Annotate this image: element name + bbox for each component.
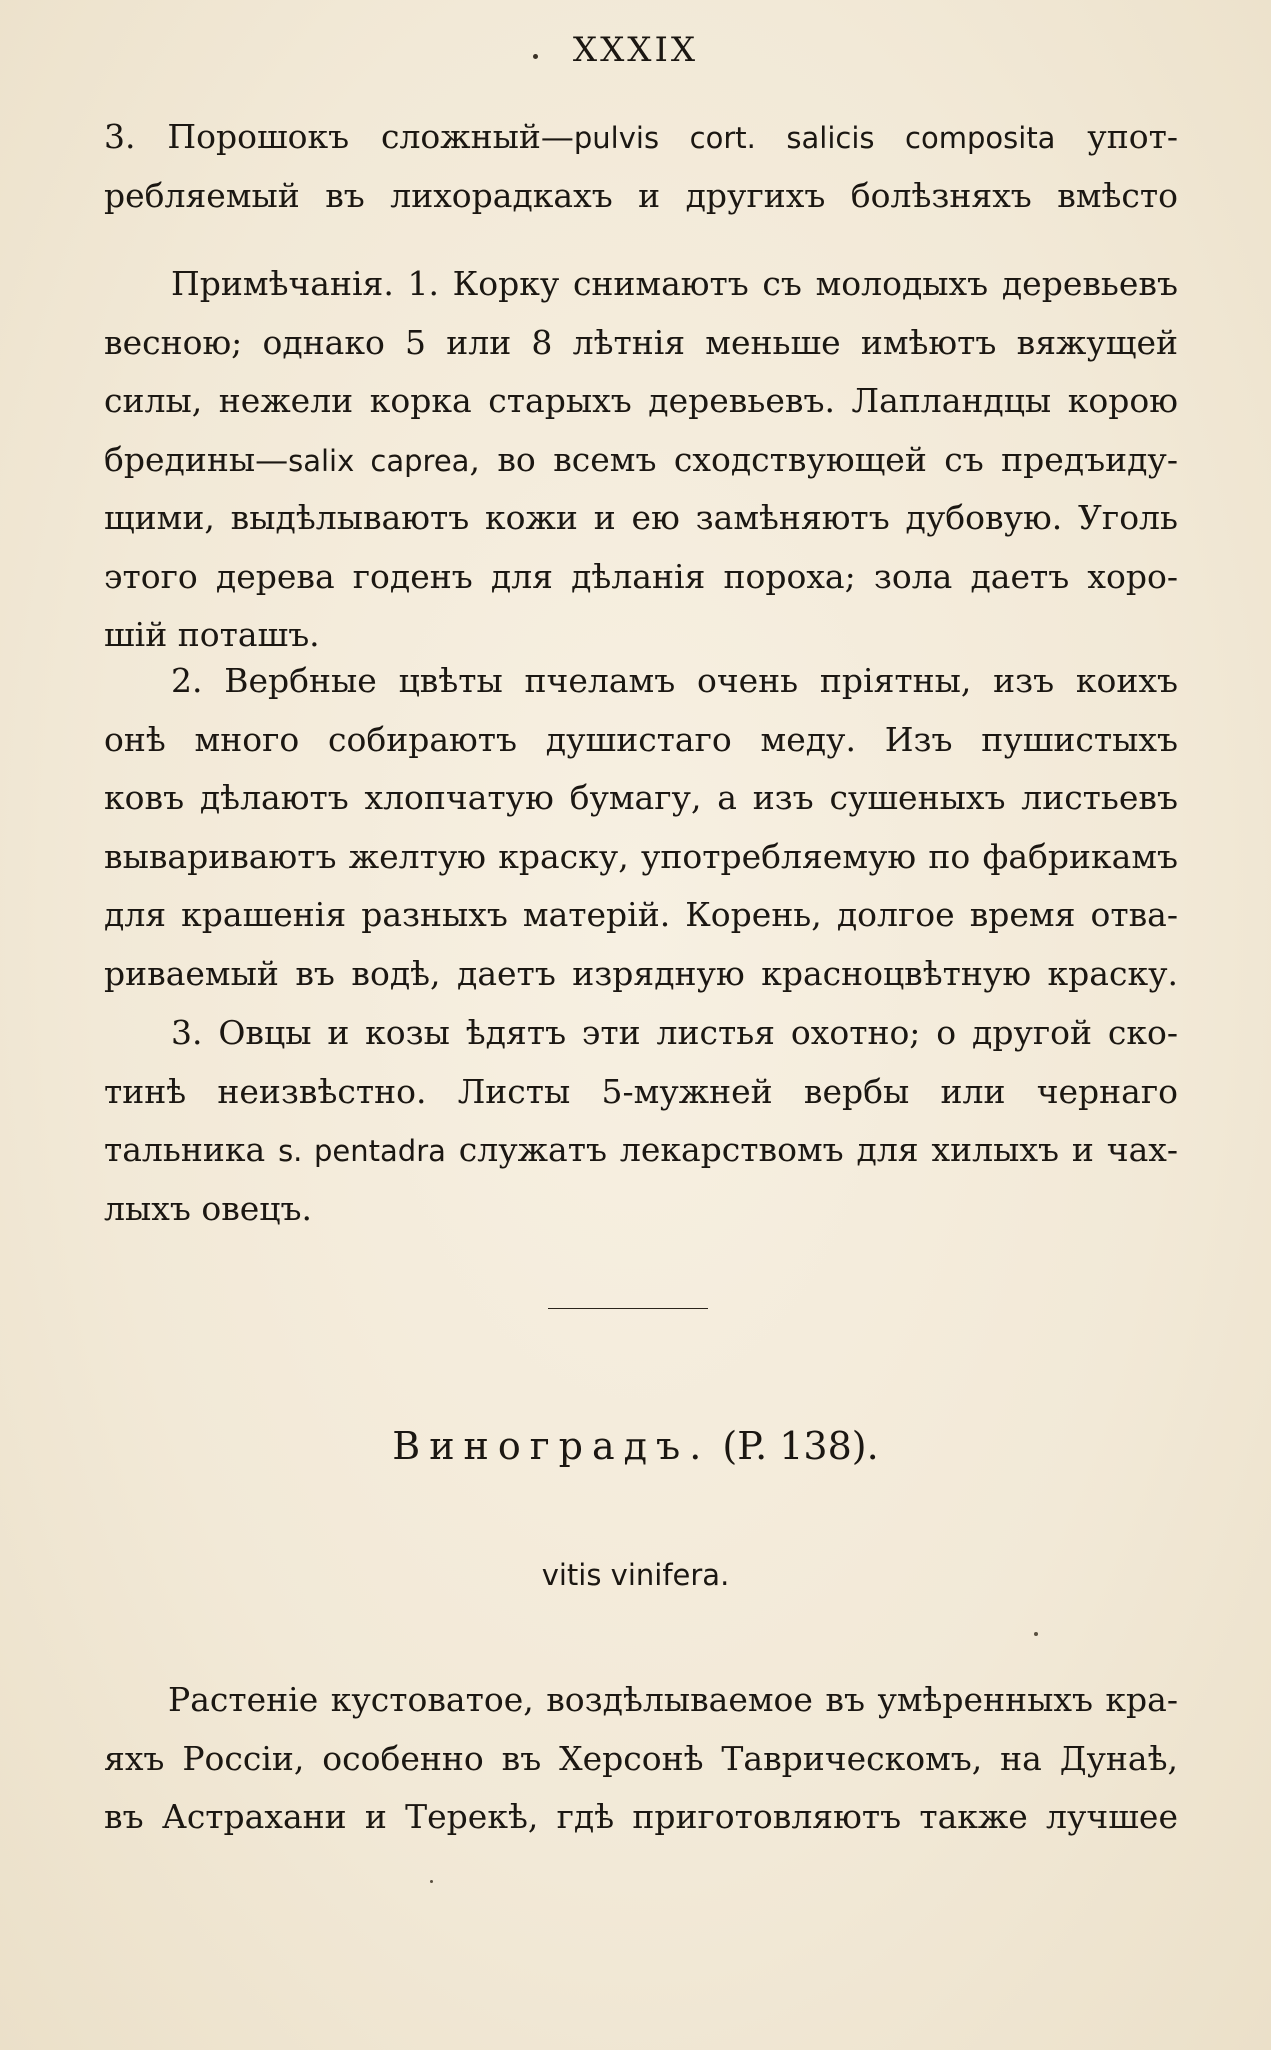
text-line: силы, нежели корка старыхъ деревьевъ. Лапландцы корою <box>104 381 1178 420</box>
latin-name: vitis vinifera. <box>541 1558 730 1592</box>
text-span: бредины— <box>104 439 289 479</box>
latin-term: pulvis cort. salicis composita <box>573 121 1056 155</box>
page-number <box>0 30 1271 70</box>
text-line: яхъ Россіи, особенно въ Херсонѣ Таврическомъ, на Дунаѣ, <box>104 1738 1178 1778</box>
text-line: шій поташъ. <box>104 615 320 654</box>
text-line: вывариваютъ желтую краску, употребляемую по фабрикамъ <box>104 836 1178 876</box>
text-span: упот- <box>1055 117 1178 156</box>
text-span: тальника <box>104 1130 279 1169</box>
text-line: ковъ дѣлаютъ хлопчатую бумагу, а изъ сушеныхъ листьевъ <box>104 778 1178 817</box>
paper-speck <box>1034 1632 1038 1636</box>
text-line: въ Астрахани и Терекѣ, гдѣ приготовляютъ также лучшее <box>104 1797 1178 1836</box>
section-title-word: Виноградъ. <box>392 1424 711 1468</box>
paper-speck <box>430 1880 433 1883</box>
section-title-ref: (P. 138). <box>722 1424 879 1468</box>
note-1-paragraph <box>104 255 1178 665</box>
item-3-paragraph <box>104 108 1178 225</box>
text-line: щими, выдѣлываютъ кожи и ею замѣняютъ дубовую. Уголь <box>104 498 1178 537</box>
text-line: ребляемый въ лихорадкахъ и другихъ болѣзняхъ вмѣсто <box>104 175 1178 215</box>
text-line: весною; однако 5 или 8 лѣтнія меньше имѣютъ вяжущей <box>104 322 1178 362</box>
note-3-paragraph <box>104 1004 1178 1238</box>
text-span: , во всемъ сходствующей съ предъиду- <box>469 439 1178 479</box>
page-number-text: XXXIX <box>572 30 699 70</box>
text-line: 2. Вербные цвѣты пчеламъ очень пріятны, изъ коихъ <box>171 661 1178 700</box>
note-2-paragraph <box>104 652 1178 1003</box>
text-line: Примѣчанія. 1. Корку снимаютъ съ молодыхъ деревьевъ <box>171 264 1178 303</box>
text-line: 3. Овцы и козы ѣдятъ эти листья охотно; о другой ско- <box>171 1013 1178 1052</box>
text-line <box>104 108 1178 167</box>
section-title <box>0 1424 1271 1468</box>
latin-term: salix caprea <box>288 443 470 478</box>
text-line: этого дерева годенъ для дѣланія пороха; зола даетъ хоро- <box>104 556 1178 596</box>
text-line: тинѣ неизвѣстно. Листы 5-мужней вербы или чернаго <box>104 1071 1178 1111</box>
text-span: 3. Порошокъ сложный— <box>104 117 574 156</box>
section-divider <box>548 1308 708 1309</box>
text-line <box>104 1121 1178 1180</box>
text-line: лыхъ овецъ. <box>104 1188 313 1228</box>
text-line <box>104 431 1178 490</box>
text-line: онѣ много собираютъ душистаго меду. Изъ пушистыхъ <box>104 719 1178 759</box>
text-line: риваемый въ водѣ, даетъ изрядную красноцвѣтную краску. <box>104 953 1178 993</box>
header-dot <box>533 54 538 59</box>
text-span: служатъ лекарствомъ для хилыхъ и чах- <box>445 1130 1178 1169</box>
latin-term: s. pentadra <box>278 1134 446 1168</box>
body-paragraph <box>104 1671 1178 1847</box>
text-line: для крашенія разныхъ матерій. Корень, долгое время отва- <box>104 895 1178 934</box>
text-line: Растеніе кустоватое, воздѣлываемое въ умѣренныхъ кра- <box>168 1680 1178 1719</box>
